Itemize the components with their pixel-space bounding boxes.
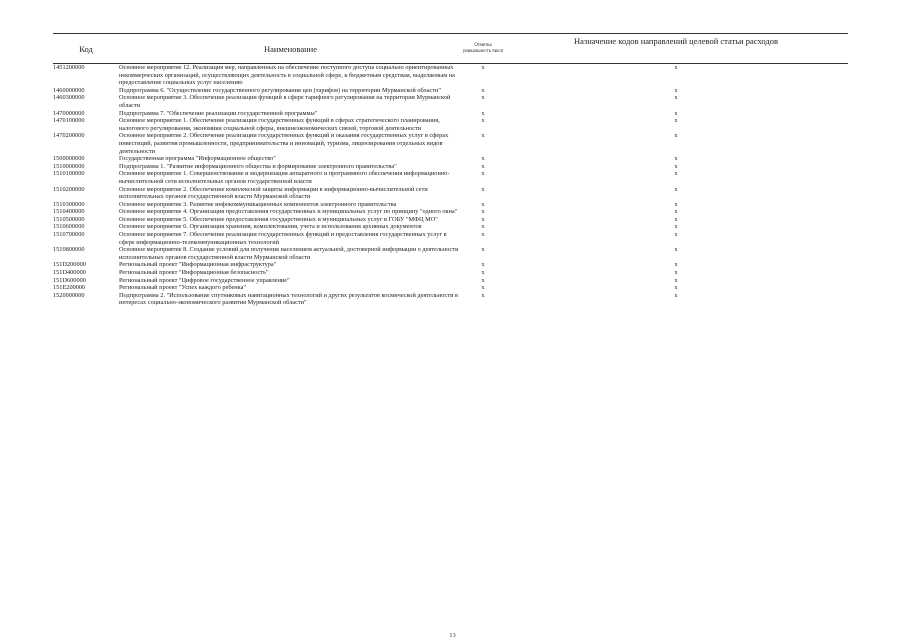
row-name: Государственная программа "Информационное общество" (119, 155, 276, 163)
row-code: 1451200000 (53, 64, 85, 71)
row-mark: x (481, 208, 485, 216)
row-name: Основное мероприятие 1. Совершенствование и модернизация аппаратного и программного обеспечения информационно-вычислительной сети исполнительных органов государственной власти (119, 170, 450, 185)
row-name: Региональный проект "Информационная инфраструктура" (119, 261, 277, 269)
row-code: 151D200000 (53, 261, 86, 269)
row-name: Основное мероприятие 6. Организация хранения, комплектования, учета и использования архивных документов (119, 223, 422, 231)
header-code: Код (53, 34, 119, 64)
table-row (53, 223, 848, 231)
row-code: 151D600000 (53, 276, 86, 284)
row-name: Основное мероприятие 5. Обеспечение предоставления государственных и муниципальных услуг в ГОБУ "МФЦ МО" (119, 215, 438, 223)
row-name: Подпрограмма 1. "Развитие информационного общества и формирование электронного правительства" (119, 162, 397, 170)
table-row (53, 201, 848, 209)
row-purpose: x (674, 185, 678, 193)
row-purpose: x (674, 132, 678, 140)
row-purpose: x (674, 162, 678, 170)
row-code: 1470200000 (53, 132, 85, 140)
row-code: 1470000000 (53, 109, 85, 117)
table-row (53, 216, 848, 224)
row-name: Региональный проект "Информационная безопасность" (119, 269, 269, 277)
row-name: Региональный проект "Цифровое государственное управление" (119, 276, 290, 284)
row-code: 151E200000 (53, 284, 86, 292)
table-row (53, 292, 848, 307)
table-row (53, 163, 848, 171)
table-row (53, 94, 848, 109)
row-name: Основное мероприятие 2. Обеспечение комплексной защиты информации в информационно-вычислительной сети исполнительных органов государственной власти Мурманской области (119, 185, 428, 201)
row-name: Основное мероприятие 12. Реализация мер, направленных на обеспечение поступного доступа социально ориентированных некоммерческих организаций, осуществляющих деятельность в социальной сфере, к бюджетным средствам, выделяемым на предоставление социальных услуг населению (119, 64, 455, 87)
row-name: Основное мероприятие 1. Обеспечение реализации государственных функций в сферах стратегического планирования, налогового регулирования, экономики социальной сферы, внешнеэкономических связей, торговой деятельности (119, 117, 440, 132)
row-code: 1460300000 (53, 94, 85, 102)
row-code: 1510000000 (53, 162, 85, 170)
row-code: 1510500000 (53, 215, 85, 223)
row-mark: x (481, 185, 485, 193)
table-row (53, 186, 848, 201)
row-mark: x (481, 276, 485, 284)
row-purpose: x (674, 215, 678, 223)
row-purpose: x (674, 276, 678, 284)
table-row (53, 231, 848, 246)
table-row (53, 132, 848, 155)
row-mark: x (481, 132, 485, 140)
row-name: Основное мероприятие 2. Обеспечение реализации государственных функций и оказания государственных услуг в сферах инвестиций, развития промышленности, предпринимательства и инноваций, туризма, лицензирования отдельных видов деятельности (119, 132, 449, 155)
row-purpose: x (674, 223, 678, 231)
row-code: 1460000000 (53, 86, 85, 94)
table-row (53, 110, 848, 118)
row-purpose: x (674, 284, 678, 292)
row-code: 1510400000 (53, 208, 85, 216)
row-purpose: x (674, 117, 678, 125)
row-code: 1510700000 (53, 231, 85, 239)
table-row (53, 87, 848, 95)
row-mark: x (481, 64, 485, 71)
table-row (53, 117, 848, 132)
row-code: 1500000000 (53, 155, 85, 163)
row-purpose: x (674, 94, 678, 102)
row-code: 1510200000 (53, 185, 85, 193)
row-mark: x (481, 269, 485, 277)
row-purpose: x (674, 200, 678, 208)
row-mark: x (481, 200, 485, 208)
row-name: Региональный проект "Успех каждого ребенка" (119, 284, 246, 292)
row-purpose: x (674, 261, 678, 269)
header-mark: Отметка уникальность таксп (462, 34, 504, 64)
row-name: Основное мероприятие 3. Развитие инфокоммуникационных компонентов электронного правительства (119, 200, 397, 208)
row-purpose: x (674, 155, 678, 163)
row-code: 1510800000 (53, 246, 85, 254)
row-mark: x (481, 155, 485, 163)
table-row (53, 284, 848, 292)
row-code: 1520000000 (53, 291, 85, 299)
row-mark: x (481, 162, 485, 170)
row-name: Подпрограмма 7. "Обеспечение реализации государственной программы" (119, 109, 318, 117)
row-mark: x (481, 86, 485, 94)
row-mark: x (481, 215, 485, 223)
row-mark: x (481, 117, 485, 125)
row-code: 151D400000 (53, 269, 86, 277)
row-name: Основное мероприятие 4. Организация предоставления государственных и муниципальных услуг по принципу "одного окна" (119, 208, 458, 216)
table-row (53, 269, 848, 277)
row-purpose: x (674, 208, 678, 216)
row-name: Основное мероприятие 8. Создание условий для получения населением актуальной, достоверной информации о деятельности исполнительных органов государственной власти Мурманской области (119, 246, 459, 261)
row-purpose: x (674, 86, 678, 94)
table-row (53, 208, 848, 216)
table-row (53, 64, 848, 87)
row-name: Подпрограмма 2. "Использование спутниковых навигационных технологий и других результатов космической деятельности в интересах социально-экономического развития Мурманской области" (119, 291, 458, 307)
row-mark: x (481, 223, 485, 231)
row-code: 1510600000 (53, 223, 85, 231)
row-purpose: x (674, 291, 678, 299)
row-code: 1470100000 (53, 117, 85, 125)
row-purpose: x (674, 269, 678, 277)
row-purpose: x (674, 64, 678, 71)
table-header-row (53, 34, 848, 64)
row-mark: x (481, 231, 485, 239)
table-row (53, 277, 848, 285)
table-row (53, 261, 848, 269)
row-mark: x (481, 170, 485, 178)
page-number: 13 (449, 632, 456, 639)
row-purpose: x (674, 231, 678, 239)
row-code: 1510300000 (53, 200, 85, 208)
header-purpose: Назначение кодов направлений целевой статьи расходов (504, 34, 848, 64)
row-code: 1510100000 (53, 170, 85, 178)
row-mark: x (481, 246, 485, 254)
row-mark: x (481, 109, 485, 117)
row-mark: x (481, 261, 485, 269)
row-mark: x (481, 284, 485, 292)
table-row (53, 170, 848, 185)
row-mark: x (481, 94, 485, 102)
row-purpose: x (674, 170, 678, 178)
row-name: Основное мероприятие 3. Обеспечение реализации функций в сфере тарифного регулирования на территории Мурманской области (119, 94, 451, 109)
row-purpose: x (674, 109, 678, 117)
row-name: Подпрограмма 6. "Осуществление государственного регулирования цен (тарифов) на территории Мурманской области" (119, 86, 441, 94)
row-mark: x (481, 291, 485, 299)
header-name: Наименование (119, 34, 462, 64)
row-name: Основное мероприятие 7. Обеспечение реализации государственных функций и предоставления государственных услуг в сфере информационно-телекоммуникационных технологий (119, 231, 447, 246)
table-row (53, 155, 848, 163)
target-expenditure-codes-table (53, 33, 848, 307)
table-row (53, 246, 848, 261)
row-purpose: x (674, 246, 678, 254)
